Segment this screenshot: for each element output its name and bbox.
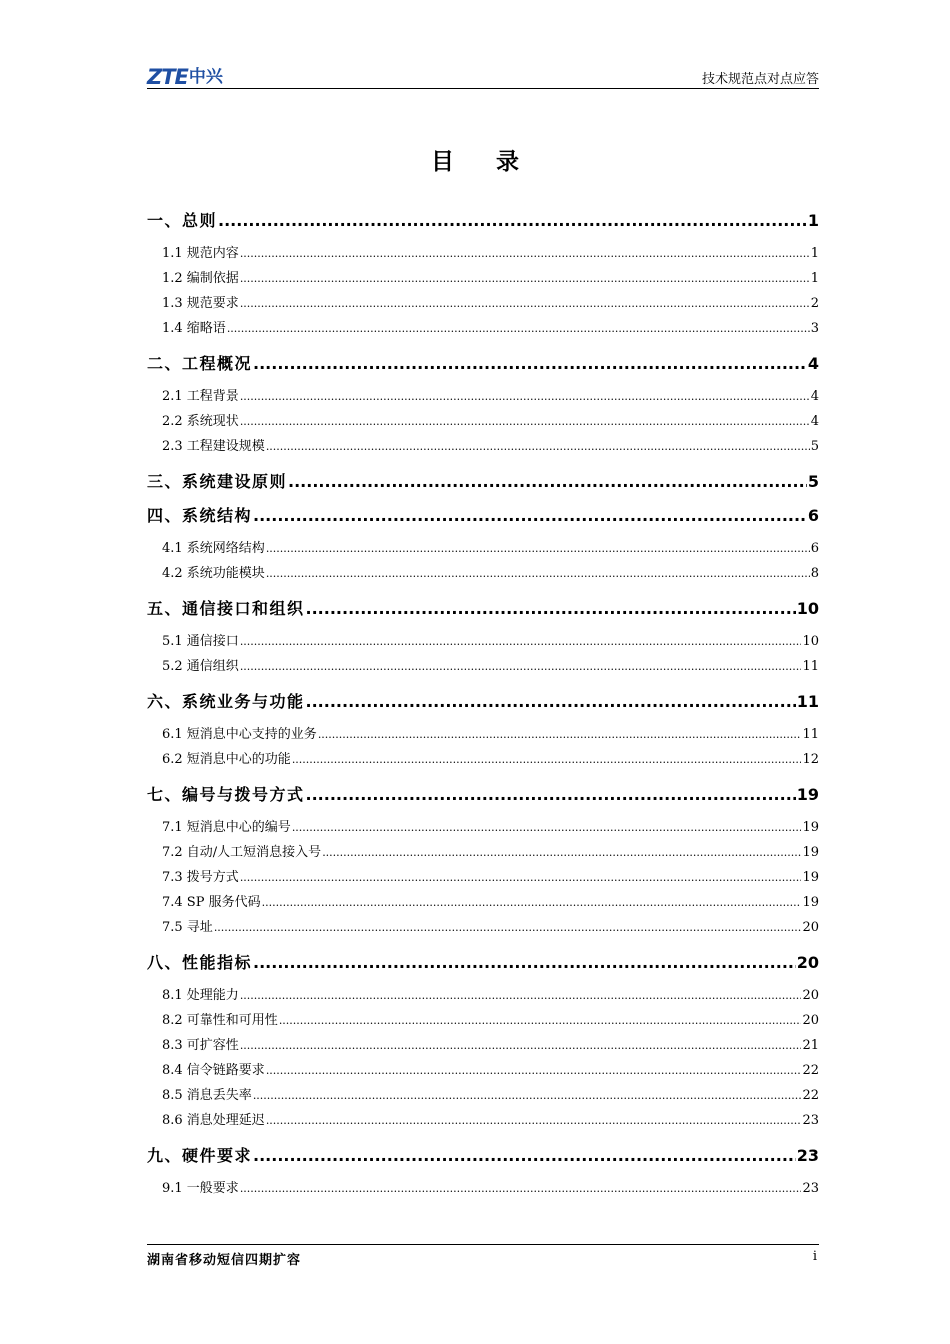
toc-entry-label: 4.1 系统网络结构 bbox=[162, 541, 265, 556]
toc-entry-label: 一、总则 bbox=[147, 211, 218, 230]
toc-entry-label: 5.1 通信接口 bbox=[162, 634, 239, 649]
toc-section-entry[interactable] bbox=[147, 1084, 819, 1103]
toc-section-entry[interactable] bbox=[147, 866, 819, 885]
toc-entry-page: 22 bbox=[802, 1063, 819, 1078]
toc-leader-dots bbox=[240, 272, 810, 285]
toc-leader-dots bbox=[279, 1014, 802, 1027]
toc-entry-page: 11 bbox=[802, 727, 819, 742]
toc-section-entry[interactable] bbox=[147, 410, 819, 429]
footer-page-number: i bbox=[812, 1249, 817, 1264]
toc-entry-label: 七、编号与拨号方式 bbox=[147, 785, 305, 804]
toc-entry-label: 8.4 信令链路要求 bbox=[162, 1063, 265, 1078]
toc-section-entry[interactable] bbox=[147, 292, 819, 311]
toc-leader-dots bbox=[306, 785, 796, 804]
toc-entry-page: 23 bbox=[802, 1113, 819, 1128]
toc-entry-page: 19 bbox=[802, 820, 819, 835]
toc-entry-page: 5 bbox=[807, 472, 819, 491]
logo-chinese: 中兴 bbox=[188, 67, 223, 87]
toc-leader-dots bbox=[306, 692, 796, 711]
toc-entry-page: 19 bbox=[802, 870, 819, 885]
toc-leader-dots bbox=[253, 1089, 802, 1102]
toc-leader-dots bbox=[266, 567, 810, 580]
toc-section-entry[interactable] bbox=[147, 1177, 819, 1196]
toc-chapter-entry[interactable] bbox=[147, 208, 819, 231]
toc-entry-label: 1.1 规范内容 bbox=[162, 246, 239, 261]
toc-entry-label: 1.3 规范要求 bbox=[162, 296, 239, 311]
toc-entry-label: 6.2 短消息中心的功能 bbox=[162, 752, 291, 767]
toc-entry-label: 7.1 短消息中心的编号 bbox=[162, 820, 291, 835]
toc-section-entry[interactable] bbox=[147, 242, 819, 261]
toc-entry-label: 五、通信接口和组织 bbox=[147, 599, 305, 618]
toc-section-entry[interactable] bbox=[147, 562, 819, 581]
toc-leader-dots bbox=[240, 989, 802, 1002]
toc-entry-label: 2.2 系统现状 bbox=[162, 414, 239, 429]
toc-entry-label: 7.3 拨号方式 bbox=[162, 870, 239, 885]
toc-leader-dots bbox=[240, 415, 810, 428]
toc-leader-dots bbox=[253, 1146, 796, 1165]
toc-section-entry[interactable] bbox=[147, 841, 819, 860]
toc-entry-label: 四、系统结构 bbox=[147, 506, 253, 525]
zte-logo bbox=[147, 66, 223, 88]
toc-section-entry[interactable] bbox=[147, 317, 819, 336]
toc-entry-page: 2 bbox=[810, 296, 819, 311]
toc-entry-label: 7.2 自动/人工短消息接入号 bbox=[162, 845, 322, 860]
toc-leader-dots bbox=[253, 506, 807, 525]
toc-entry-page: 10 bbox=[796, 599, 819, 618]
toc-entry-label: 8.5 消息丢失率 bbox=[162, 1088, 252, 1103]
toc-leader-dots bbox=[240, 1039, 802, 1052]
toc-entry-label: 4.2 系统功能模块 bbox=[162, 566, 265, 581]
toc-leader-dots bbox=[322, 846, 801, 859]
toc-leader-dots bbox=[288, 472, 807, 491]
toc-entry-label: 8.3 可扩容性 bbox=[162, 1038, 239, 1053]
toc-entry-label: 5.2 通信组织 bbox=[162, 659, 239, 674]
toc-section-entry[interactable] bbox=[147, 630, 819, 649]
toc-entry-label: 8.2 可靠性和可用性 bbox=[162, 1013, 278, 1028]
toc-entry-label: 二、工程概况 bbox=[147, 354, 253, 373]
toc-leader-dots bbox=[240, 1182, 802, 1195]
toc-entry-page: 19 bbox=[796, 785, 819, 804]
toc-leader-dots bbox=[266, 542, 810, 555]
toc-entry-page: 3 bbox=[810, 321, 819, 336]
toc-leader-dots bbox=[214, 921, 802, 934]
toc-title: 目录 bbox=[431, 149, 561, 175]
toc-leader-dots bbox=[292, 753, 802, 766]
toc-entry-label: 三、系统建设原则 bbox=[147, 472, 288, 491]
toc-leader-dots bbox=[266, 440, 810, 453]
toc-section-entry[interactable] bbox=[147, 267, 819, 286]
toc-leader-dots bbox=[240, 871, 802, 884]
toc-entry-page: 11 bbox=[796, 692, 819, 711]
page-footer bbox=[147, 1244, 819, 1269]
toc-chapter-entry[interactable] bbox=[147, 469, 819, 492]
toc-section-entry[interactable] bbox=[147, 537, 819, 556]
toc-leader-dots bbox=[318, 728, 802, 741]
toc-entry-label: 1.2 编制依据 bbox=[162, 271, 239, 286]
toc-leader-dots bbox=[262, 896, 802, 909]
toc-chapter-entry[interactable] bbox=[147, 596, 819, 619]
toc-leader-dots bbox=[253, 354, 807, 373]
toc-leader-dots bbox=[266, 1114, 802, 1127]
toc-section-entry[interactable] bbox=[147, 1059, 819, 1078]
toc-section-entry[interactable] bbox=[147, 984, 819, 1003]
toc-leader-dots bbox=[292, 821, 802, 834]
toc-chapter-entry[interactable] bbox=[147, 689, 819, 712]
toc-leader-dots bbox=[240, 635, 802, 648]
toc-leader-dots bbox=[306, 599, 796, 618]
toc-leader-dots bbox=[253, 953, 796, 972]
toc-chapter-entry[interactable] bbox=[147, 950, 819, 973]
toc-entry-page: 10 bbox=[802, 634, 819, 649]
toc-entry-page: 6 bbox=[810, 541, 819, 556]
toc-entry-page: 5 bbox=[810, 439, 819, 454]
toc-section-entry[interactable] bbox=[147, 1034, 819, 1053]
toc-entry-page: 1 bbox=[807, 211, 819, 230]
toc-entry-label: 7.4 SP 服务代码 bbox=[162, 895, 261, 910]
toc-entry-label: 8.1 处理能力 bbox=[162, 988, 239, 1003]
toc-entry-page: 20 bbox=[796, 953, 819, 972]
toc-leader-dots bbox=[240, 297, 810, 310]
footer-project-name: 湖南省移动短信四期扩容 bbox=[147, 1253, 302, 1268]
toc-entry-page: 19 bbox=[802, 895, 819, 910]
toc-chapter-entry[interactable] bbox=[147, 503, 819, 526]
toc-section-entry[interactable] bbox=[147, 816, 819, 835]
toc-entry-page: 4 bbox=[807, 354, 819, 373]
toc-entry-label: 六、系统业务与功能 bbox=[147, 692, 305, 711]
toc-entry-page: 19 bbox=[802, 845, 819, 860]
toc-entry-page: 20 bbox=[802, 920, 819, 935]
toc-leader-dots bbox=[240, 390, 810, 403]
toc-entry-page: 20 bbox=[802, 1013, 819, 1028]
toc-chapter-entry[interactable] bbox=[147, 782, 819, 805]
toc-section-entry[interactable] bbox=[147, 385, 819, 404]
toc-entry-page: 6 bbox=[807, 506, 819, 525]
toc-entry-page: 12 bbox=[802, 752, 819, 767]
toc-entry-label: 2.1 工程背景 bbox=[162, 389, 239, 404]
toc-leader-dots bbox=[227, 322, 810, 335]
toc-leader-dots bbox=[266, 1064, 802, 1077]
page-header bbox=[147, 62, 819, 89]
toc-entry-label: 8.6 消息处理延迟 bbox=[162, 1113, 265, 1128]
toc-entry-label: 6.1 短消息中心支持的业务 bbox=[162, 727, 317, 742]
toc-section-entry[interactable] bbox=[147, 723, 819, 742]
toc-section-entry[interactable] bbox=[147, 1009, 819, 1028]
toc-entry-label: 九、硬件要求 bbox=[147, 1146, 253, 1165]
toc-entry-page: 23 bbox=[802, 1181, 819, 1196]
toc-section-entry[interactable] bbox=[147, 891, 819, 910]
toc-leader-dots bbox=[240, 247, 810, 260]
logo-latin: ZTE bbox=[147, 65, 188, 89]
toc-entry-label: 1.4 缩略语 bbox=[162, 321, 226, 336]
toc-chapter-entry[interactable] bbox=[147, 351, 819, 374]
toc-section-entry[interactable] bbox=[147, 748, 819, 767]
toc-entry-page: 23 bbox=[796, 1146, 819, 1165]
toc-entry-page: 20 bbox=[802, 988, 819, 1003]
toc-entry-page: 4 bbox=[810, 389, 819, 404]
toc-entry-page: 11 bbox=[802, 659, 819, 674]
toc-entry-label: 2.3 工程建设规模 bbox=[162, 439, 265, 454]
toc-entry-label: 八、性能指标 bbox=[147, 953, 253, 972]
toc-section-entry[interactable] bbox=[147, 1109, 819, 1128]
toc-leader-dots bbox=[240, 660, 802, 673]
toc-leader-dots bbox=[218, 211, 807, 230]
toc-chapter-entry[interactable] bbox=[147, 1143, 819, 1166]
toc-section-entry[interactable] bbox=[147, 916, 819, 935]
toc-entry-label: 9.1 一般要求 bbox=[162, 1181, 239, 1196]
toc-section-entry[interactable] bbox=[147, 435, 819, 454]
toc-section-entry[interactable] bbox=[147, 655, 819, 674]
toc-entry-label: 7.5 寻址 bbox=[162, 920, 213, 935]
header-document-type: 技术规范点对点应答 bbox=[701, 72, 819, 87]
toc-entry-page: 1 bbox=[810, 246, 819, 261]
toc-entry-page: 4 bbox=[810, 414, 819, 429]
toc-entry-page: 8 bbox=[810, 566, 819, 581]
toc-entry-page: 22 bbox=[802, 1088, 819, 1103]
toc-entry-page: 1 bbox=[810, 271, 819, 286]
toc-entry-page: 21 bbox=[802, 1038, 819, 1053]
